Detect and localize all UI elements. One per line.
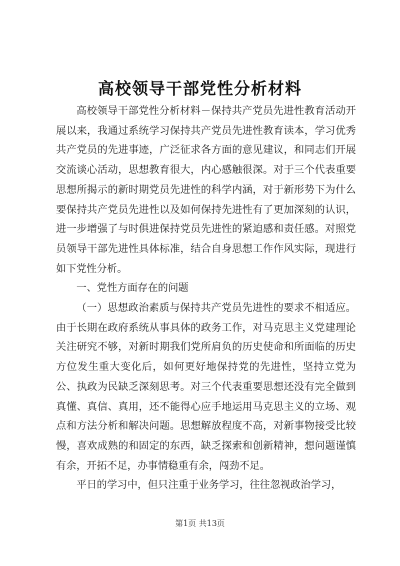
- paragraph-issue-1: （一）思想政治素质与保持共产党员先进性的要求不相适应。由于长期在政府系统从事具体的政务工作，对马克思主义党建理论关注研究不够，对新时期我们党所肩负的历史使命和所面临的历史方位发生重大变化后，如何更好地保持党的先进性，坚持立党为公、执政为民缺乏深刻思考。对三个代表重要思想还没有完全做到真懂、真信、真用，还不能得心应手地运用马克思主义的立场、观点和方法分析和解决问题。思想解放程度不高，对新事物接受比较慢，喜欢成熟的和固定的东西，缺乏探索和创新精神，想问题谨慎有余，开拓不足，办事情稳重有余，闯劲不足。: [56, 303, 356, 472]
- paragraph-study: 平日的学习中，但只注重于业务学习，往往忽视政治学习，: [76, 480, 342, 492]
- paragraph-intro: 高校领导干部党性分析材料－保持共产党员先进性教育活动开展以来，我通过系统学习保持共产党员先进性教育读本，学习优秀共产党员的先进事迹，广泛征求各方面的意见建议，和同志们开展交流谈心活动，思想教育很大，内心感触很深。对于三个代表重要思想所揭示的新时期党员先进性的科学内涵，对于新形势下为什么要保持共产党员先进性以及如何保持先进性有了更加深刻的认识，进一步增强了与时俱进保持党员先进性的紧迫感和责任感。对照党员领导干部先进性具体标准，结合自身思想工作作风实际，现进行如下党性分析。: [56, 106, 356, 275]
- document-title: 高校领导干部党性分析材料: [97, 79, 302, 98]
- section-heading: 一、党性方面存在的问题: [76, 283, 189, 295]
- document-body: [56, 102, 356, 496]
- page-number-footer: 第1页 共13页: [175, 519, 225, 528]
